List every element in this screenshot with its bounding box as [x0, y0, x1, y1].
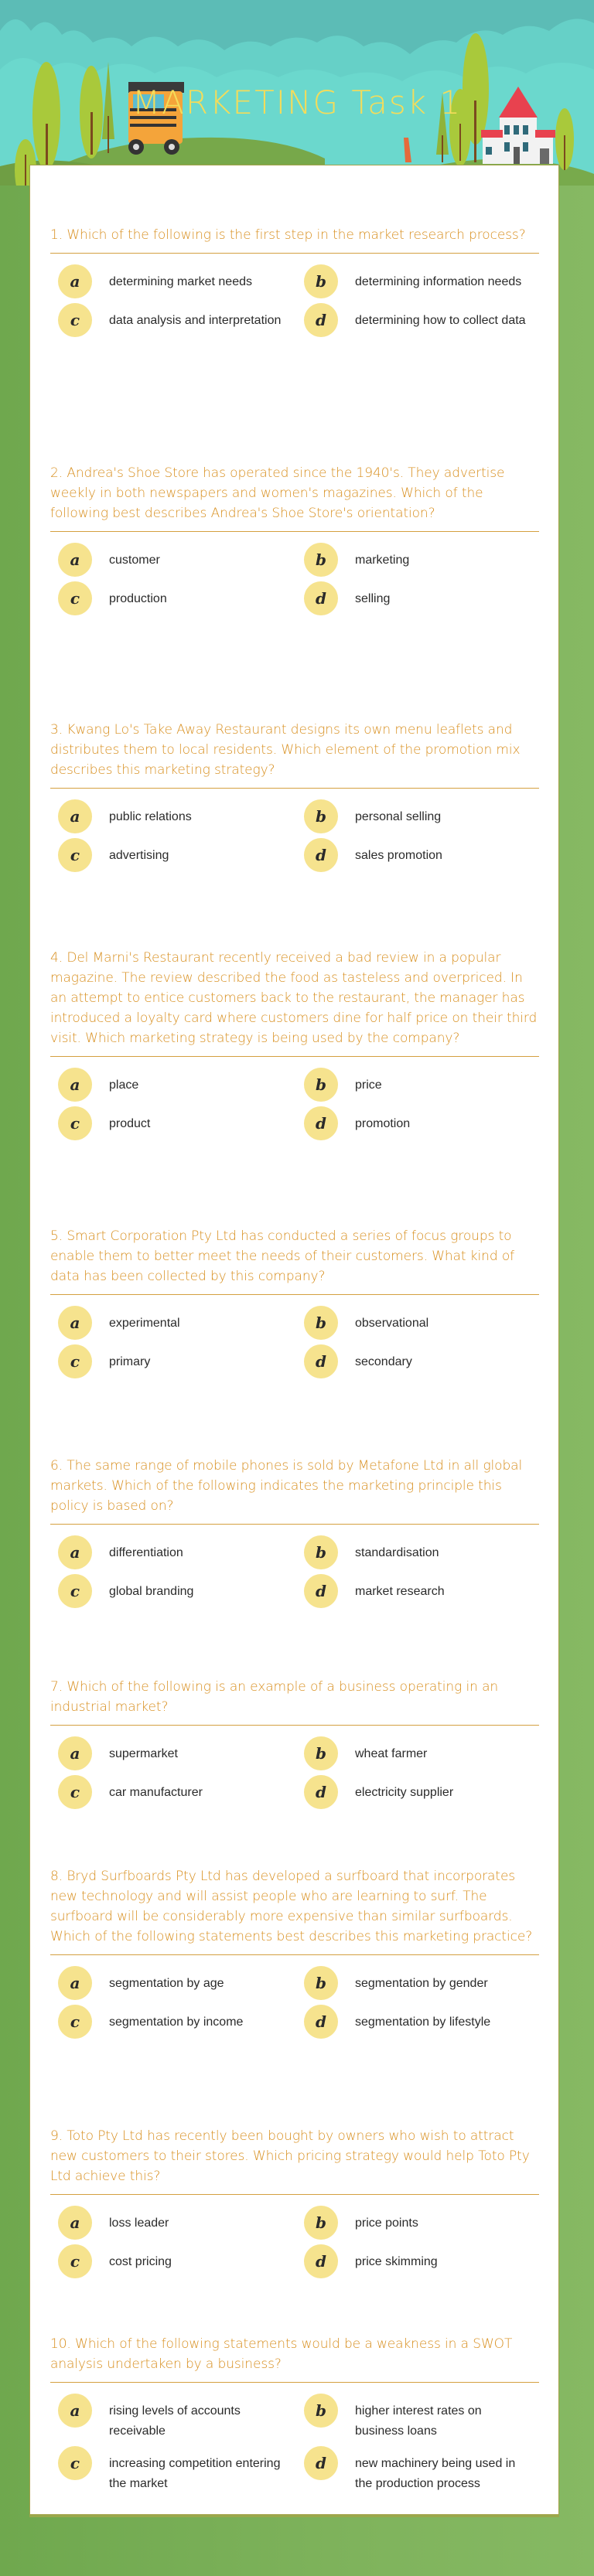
letter-badge: c: [58, 303, 92, 337]
option-text: determining how to collect data: [355, 314, 526, 327]
option-text: product: [109, 1117, 151, 1130]
letter-badge: d: [304, 303, 338, 337]
option-text: segmentation by lifestyle: [355, 2015, 491, 2029]
option-a[interactable]: [50, 1068, 296, 1102]
question-text: 4. Del Marni's Restaurant recently received a bad review in a popular magazine. The review described the food as tasteless and overpriced. In an attempt to entice customers back to the restaurant, the manager has introduced a loyalty card where customers dine for half price on their third visit. Which marketing strategy is being used by the company?: [50, 948, 539, 1057]
letter-badge: a: [58, 543, 92, 577]
letter-badge: c: [58, 1574, 92, 1608]
option-a[interactable]: [50, 264, 296, 298]
option-b[interactable]: [296, 799, 539, 833]
letter-badge: d: [304, 2446, 338, 2480]
option-d[interactable]: [296, 2244, 539, 2278]
letter-badge: b: [304, 1736, 338, 1770]
letter-badge: c: [58, 1106, 92, 1140]
question-text: 8. Bryd Surfboards Pty Ltd has developed a surfboard that incorporates new technology and will assist people who are learning to surf. The surfboard will be considerably more expensive than similar surfboards. Which of the following statements best describes this marketing practice?: [50, 1866, 539, 1955]
option-a[interactable]: [50, 799, 296, 833]
option-b[interactable]: [296, 2394, 539, 2441]
letter-badge: d: [304, 838, 338, 872]
letter-badge: b: [304, 2206, 338, 2240]
option-text: sales promotion: [355, 849, 442, 862]
option-text: data analysis and interpretation: [109, 314, 282, 327]
option-a[interactable]: [50, 1306, 296, 1340]
question-6: [50, 1456, 539, 1608]
option-text: differentiation: [109, 1546, 183, 1559]
option-text: segmentation by income: [109, 2015, 244, 2029]
question-text: 6. The same range of mobile phones is sold by Metafone Ltd in all global markets. Which of the following indicates the marketing principle this policy is based on?: [50, 1456, 539, 1525]
option-b[interactable]: [296, 264, 539, 298]
option-text: global branding: [109, 1585, 194, 1598]
option-a[interactable]: [50, 1966, 296, 2000]
letter-badge: a: [58, 2394, 92, 2428]
option-text: determining market needs: [109, 275, 252, 288]
letter-badge: a: [58, 1736, 92, 1770]
answer-options: [50, 799, 539, 872]
answer-options: [50, 2206, 539, 2278]
letter-badge: d: [304, 2005, 338, 2039]
question-text: 3. Kwang Lo's Take Away Restaurant designs its own menu leaflets and distributes them to local residents. Which element of the promotion mix describes this marketing strategy?: [50, 720, 539, 789]
question-text: 5. Smart Corporation Pty Ltd has conducted a series of focus groups to enable them to better meet the needs of their customers. What kind of data has been collected by this company?: [50, 1226, 539, 1295]
option-text: cost pricing: [109, 2255, 172, 2268]
letter-badge: c: [58, 2244, 92, 2278]
letter-badge: c: [58, 2005, 92, 2039]
answer-options: [50, 2394, 539, 2494]
letter-badge: a: [58, 2206, 92, 2240]
option-d[interactable]: [296, 1106, 539, 1140]
letter-badge: b: [304, 1966, 338, 2000]
option-text: personal selling: [355, 810, 442, 823]
question-2: [50, 463, 539, 615]
answer-options: [50, 264, 539, 337]
option-text: determining information needs: [355, 275, 522, 288]
option-d[interactable]: [296, 1344, 539, 1378]
option-c[interactable]: [50, 2005, 296, 2039]
option-d[interactable]: [296, 581, 539, 615]
question-5: [50, 1226, 539, 1378]
option-text: observational: [355, 1317, 429, 1330]
option-a[interactable]: [50, 2394, 296, 2441]
option-text: segmentation by gender: [355, 1977, 488, 1990]
option-c[interactable]: [50, 1106, 296, 1140]
option-text: market research: [355, 1585, 445, 1598]
option-b[interactable]: [296, 2206, 539, 2240]
option-text: place: [109, 1078, 139, 1092]
option-text: marketing: [355, 554, 410, 567]
option-d[interactable]: [296, 1574, 539, 1608]
option-b[interactable]: [296, 1068, 539, 1102]
question-text: 2. Andrea's Shoe Store has operated since the 1940's. They advertise weekly in both newspapers and women's magazines. Which of the following best describes Andrea's Shoe Store's orientation?: [50, 463, 539, 532]
option-text: car manufacturer: [109, 1786, 203, 1799]
letter-badge: d: [304, 1775, 338, 1809]
question-10: [50, 2334, 539, 2494]
option-c[interactable]: [50, 1574, 296, 1608]
quiz-card: [29, 165, 559, 2515]
letter-badge: a: [58, 264, 92, 298]
option-text: secondary: [355, 1355, 412, 1368]
option-b[interactable]: [296, 1306, 539, 1340]
option-a[interactable]: [50, 2206, 296, 2240]
option-text: promotion: [355, 1117, 411, 1130]
option-b[interactable]: [296, 543, 539, 577]
letter-badge: c: [58, 1344, 92, 1378]
option-a[interactable]: [50, 1535, 296, 1569]
option-text: customer: [109, 554, 160, 567]
question-1: [50, 225, 539, 337]
option-a[interactable]: [50, 543, 296, 577]
option-text: price skimming: [355, 2255, 438, 2268]
question-8: [50, 1866, 539, 2039]
question-7: [50, 1677, 539, 1809]
question-text: 7. Which of the following is an example of a business operating in an industrial market?: [50, 1677, 539, 1726]
question-3: [50, 720, 539, 872]
option-c[interactable]: [50, 303, 296, 337]
question-9: [50, 2126, 539, 2278]
letter-badge: b: [304, 1306, 338, 1340]
letter-badge: a: [58, 799, 92, 833]
option-text: production: [109, 592, 167, 605]
option-c[interactable]: [50, 2446, 296, 2494]
letter-badge: b: [304, 1535, 338, 1569]
letter-badge: a: [58, 1068, 92, 1102]
option-a[interactable]: [50, 1736, 296, 1770]
answer-options: [50, 1068, 539, 1140]
option-text: experimental: [109, 1317, 180, 1330]
option-text: primary: [109, 1355, 151, 1368]
option-text: increasing competition entering the market: [109, 2457, 281, 2490]
letter-badge: b: [304, 264, 338, 298]
option-d[interactable]: [296, 2446, 539, 2494]
letter-badge: b: [304, 1068, 338, 1102]
question-text: 10. Which of the following statements would be a weakness in a SWOT analysis undertaken by a business?: [50, 2334, 539, 2383]
option-text: public relations: [109, 810, 192, 823]
option-d[interactable]: [296, 838, 539, 872]
letter-badge: c: [58, 2446, 92, 2480]
option-d[interactable]: [296, 2005, 539, 2039]
letter-badge: b: [304, 2394, 338, 2428]
option-text: wheat farmer: [355, 1747, 428, 1760]
option-b[interactable]: [296, 1736, 539, 1770]
option-text: selling: [355, 592, 391, 605]
letter-badge: a: [58, 1306, 92, 1340]
option-text: new machinery being used in the production process: [355, 2457, 516, 2490]
answer-options: [50, 1736, 539, 1809]
letter-badge: d: [304, 2244, 338, 2278]
option-c[interactable]: [50, 581, 296, 615]
option-text: advertising: [109, 849, 169, 862]
answer-options: [50, 543, 539, 615]
option-text: higher interest rates on business loans: [355, 2404, 482, 2438]
option-text: rising levels of accounts receivable: [109, 2404, 241, 2438]
option-text: loss leader: [109, 2217, 169, 2230]
letter-badge: d: [304, 1344, 338, 1378]
question-text: 1. Which of the following is the first step in the market research process?: [50, 225, 539, 254]
letter-badge: d: [304, 1106, 338, 1140]
option-c[interactable]: [50, 838, 296, 872]
question-text: 9. Toto Pty Ltd has recently been bought by owners who wish to attract new customers to their stores. Which pricing strategy would help Toto Pty Ltd achieve this?: [50, 2126, 539, 2195]
answer-options: [50, 1535, 539, 1608]
letter-badge: a: [58, 1966, 92, 2000]
answer-options: [50, 1306, 539, 1378]
letter-badge: c: [58, 838, 92, 872]
option-d[interactable]: [296, 1775, 539, 1809]
letter-badge: d: [304, 581, 338, 615]
letter-badge: b: [304, 543, 338, 577]
page-title: MARKETING Task 1: [131, 83, 463, 121]
option-text: segmentation by age: [109, 1977, 224, 1990]
letter-badge: b: [304, 799, 338, 833]
option-c[interactable]: [50, 1344, 296, 1378]
letter-badge: c: [58, 1775, 92, 1809]
option-c[interactable]: [50, 2244, 296, 2278]
option-text: standardisation: [355, 1546, 439, 1559]
answer-options: [50, 1966, 539, 2039]
option-b[interactable]: [296, 1966, 539, 2000]
option-text: supermarket: [109, 1747, 178, 1760]
option-text: price: [355, 1078, 382, 1092]
option-b[interactable]: [296, 1535, 539, 1569]
option-text: price points: [355, 2217, 418, 2230]
option-c[interactable]: [50, 1775, 296, 1809]
letter-badge: d: [304, 1574, 338, 1608]
header-banner: [0, 0, 594, 186]
letter-badge: c: [58, 581, 92, 615]
question-4: [50, 948, 539, 1140]
option-text: electricity supplier: [355, 1786, 454, 1799]
letter-badge: a: [58, 1535, 92, 1569]
option-d[interactable]: [296, 303, 539, 337]
